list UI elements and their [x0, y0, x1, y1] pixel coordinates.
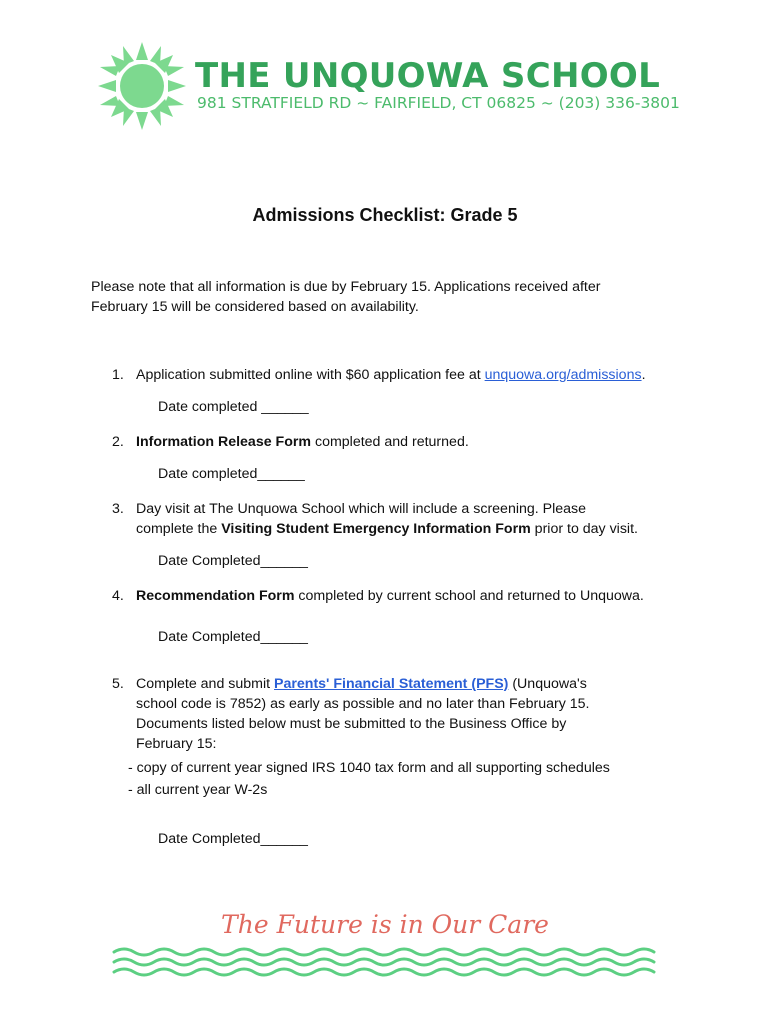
- admissions-link[interactable]: unquowa.org/admissions: [484, 367, 642, 383]
- page-title: Admissions Checklist: Grade 5: [252, 205, 518, 225]
- item-number: 2.: [112, 434, 124, 450]
- item-text-line-3: Documents listed below must be submitted to the Business Office by: [136, 716, 567, 732]
- pfs-link[interactable]: Parents' Financial Statement (PFS): [274, 676, 509, 692]
- document-bullet-1: - copy of current year signed IRS 1040 tax form and all supporting schedules: [128, 760, 610, 776]
- footer-tagline: The Future is in Our Care: [221, 910, 549, 939]
- item-text-line-4: February 15:: [136, 736, 217, 752]
- item-text: [136, 674, 696, 754]
- item-text-line-2: school code is 7852) as early as possible and no later than February 15.: [136, 696, 590, 712]
- item-text: [136, 365, 696, 385]
- form-name: Visiting Student Emergency Information Form: [221, 521, 531, 537]
- document-bullet-2: - all current year W-2s: [128, 782, 268, 798]
- item-text-pre: Complete and submit: [136, 676, 275, 692]
- form-name: Recommendation Form: [136, 588, 295, 604]
- intro-line-1: Please note that all information is due by February 15. Applications received after: [91, 279, 601, 295]
- item-text-post: .: [641, 367, 646, 383]
- sun-logo-icon: [96, 38, 188, 130]
- item-text-pre: complete the: [136, 521, 222, 537]
- item-text-post: completed by current school and returned to Unquowa.: [294, 588, 644, 604]
- school-address: 981 STRATFIELD RD ~ FAIRFIELD, CT 06825 ~ (203) 336-3801: [197, 94, 680, 112]
- item-text: [136, 432, 696, 452]
- date-completed-4: Date Completed______: [158, 629, 308, 645]
- item-text: [136, 586, 696, 606]
- form-name: Information Release Form: [136, 434, 312, 450]
- item-number: 5.: [112, 676, 124, 692]
- date-completed-1: Date completed ______: [158, 399, 309, 415]
- item-number: 3.: [112, 501, 124, 517]
- wave-decoration-icon: [112, 944, 660, 978]
- item-text: [136, 499, 696, 539]
- date-completed-5: Date Completed______: [158, 831, 308, 847]
- item-text-post: completed and returned.: [311, 434, 469, 450]
- item-number: 1.: [112, 367, 124, 383]
- item-text-post: (Unquowa's: [508, 676, 587, 692]
- date-completed-3: Date Completed______: [158, 553, 308, 569]
- intro-line-2: February 15 will be considered based on availability.: [91, 299, 419, 315]
- item-text-line-1: Day visit at The Unquowa School which will include a screening. Please: [136, 501, 587, 517]
- item-text-post: prior to day visit.: [530, 521, 638, 537]
- item-text-pre: Application submitted online with $60 application fee at: [136, 367, 485, 383]
- date-completed-2: Date completed______: [158, 466, 305, 482]
- item-number: 4.: [112, 588, 124, 604]
- school-name: THE UNQUOWA SCHOOL: [195, 56, 661, 96]
- intro-paragraph: [91, 277, 651, 317]
